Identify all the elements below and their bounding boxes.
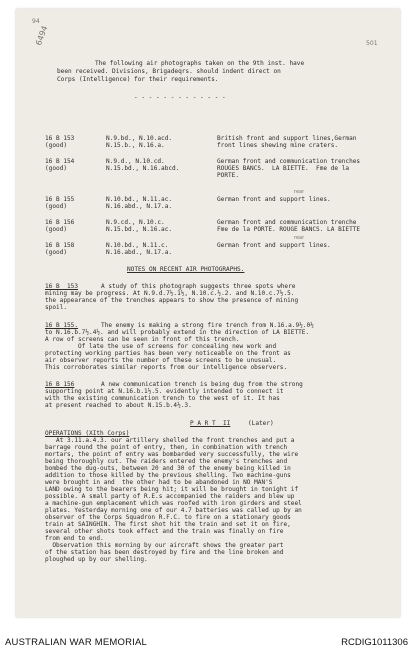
note-line: supporting point at N.16.b.1½.5. evidently intended to connect it xyxy=(45,388,284,395)
operations-line: plates. Yesterday morning one of our 4.7 batteries was called up by an xyxy=(45,507,302,514)
photo-description: German front and support lines. xyxy=(217,196,331,203)
archive-record-id: RCDIG1011306 xyxy=(341,637,408,648)
operations-line: were brought in and the other had to be abandoned in NO MAN'S xyxy=(45,479,273,486)
note-line: mining may be progress. At N.9.d.7½.1½, N.10.c.½.2. and N.10.c.7½.5. xyxy=(45,290,295,297)
photo-quality: (good) xyxy=(45,142,68,149)
operations-line: Observation this morning by our aircraft shows the greater part xyxy=(45,542,284,549)
note-reference: 16 B 155. xyxy=(45,322,79,329)
operations-line: addition to those killed by the previous shelling. Two machine-guns xyxy=(45,472,291,479)
operations-line: being thoroughly cut. The raiders entered the enemy's trenches and xyxy=(45,458,288,465)
operations-line: possible. A small party of R.E.s accompanied the raiders and blew up xyxy=(45,493,295,500)
note-line: spoil. xyxy=(45,304,68,311)
photo-quality: (good) xyxy=(45,165,68,172)
note-line: A study of this photograph suggests three spots where xyxy=(101,283,296,290)
photo-description: British front and support lines,German xyxy=(217,135,357,142)
photo-squares: N.9.cd., N.10.c. xyxy=(106,219,165,226)
photo-description: front lines shewing mine craters. xyxy=(217,142,339,149)
operations-line: mortars, the point of entry was bombarded very successfully, the wire xyxy=(45,451,299,458)
operations-line: ploughed up by our shelling. xyxy=(45,556,148,563)
note-line: air observer reports the number of these screens to be unusual. xyxy=(45,357,277,364)
operations-line: train at SAINGHIN. The first shot hit the train and set it on fire, xyxy=(45,521,291,528)
pencil-page-number: 94 xyxy=(32,18,40,25)
photo-squares: N.10.bd., N.11.c. xyxy=(106,242,169,249)
operations-line: barrage round the point of entry, then, in combination with trench xyxy=(45,444,288,451)
pencil-margin-number: 6494 xyxy=(34,24,50,47)
photo-squares: N.15.bd., N.16.abcd. xyxy=(106,165,180,172)
note-line: the appearance of the trenches appears to show the presence of mining xyxy=(45,297,299,304)
note-reference: 16 B 153 xyxy=(45,283,79,290)
note-line: Of late the use of screens for concealing new work and xyxy=(45,343,277,350)
operations-line: of the station has been destroyed by fire and the line broken and xyxy=(45,549,284,556)
operations-line: LAND owing to the bearers being hit; it will be brought in tonight if xyxy=(45,486,299,493)
operations-line: bombed the dug-outs, between 20 and 30 of the enemy being killed in xyxy=(45,465,291,472)
operations-line: from end to end. xyxy=(45,535,104,542)
photo-quality: (good) xyxy=(45,203,68,210)
photo-number: 16 B 154 xyxy=(45,158,75,165)
note-line: with the existing communication trench to the west of it. It has xyxy=(45,395,280,402)
photo-description: German front and support lines. xyxy=(217,242,331,249)
part-two-heading: P A R T II xyxy=(190,420,231,427)
note-line: at present reached to about N.15.b.4½.3. xyxy=(45,402,192,409)
photo-description: German front and communication trenche xyxy=(217,219,357,226)
archive-footer xyxy=(0,628,415,654)
note-line: The enemy is making a strong fire trench from N.16.a.9½.0½ xyxy=(101,322,314,329)
note-reference: 16 B 156 xyxy=(45,381,75,388)
photo-squares: N.15.b., N.16.a. xyxy=(106,142,165,149)
intro-line: been received. Divisions, Brigadeqrs. should indent direct on xyxy=(57,68,281,75)
pencil-reference-number: 501 xyxy=(366,40,378,47)
archive-name: AUSTRALIAN WAR MEMORIAL xyxy=(5,637,148,648)
document-page xyxy=(16,9,400,617)
note-line: A new communication trench is being dug from the strong xyxy=(101,381,303,388)
part-two-later: (Later) xyxy=(248,420,274,427)
rear-note: rear xyxy=(294,189,305,195)
rear-note: rear xyxy=(294,235,305,241)
note-line: A row of screens can be seen in front of this trench. xyxy=(45,336,240,343)
note-line: This corroborates similar reports from our intelligence observers. xyxy=(45,364,288,371)
photo-number: 16 B 158 xyxy=(45,242,75,249)
photo-squares: N.16.abd., N.17.a. xyxy=(106,203,173,210)
operations-line: several other shots took effect and the train was finally on fire xyxy=(45,528,284,535)
notes-heading: NOTES ON RECENT AIR PHOTOGRAPHS. xyxy=(127,266,245,273)
operations-line: At 3.11.a.4.3. our artillery shelled the front trenches and put a xyxy=(56,437,295,444)
photo-squares: N.15.bd., N.16.ac. xyxy=(106,226,173,233)
photo-quality: (good) xyxy=(45,249,68,256)
operations-line: observer of the Corps Squadron R.F.C. to fire on a stationary goods xyxy=(45,514,291,521)
photo-number: 16 B 156 xyxy=(45,219,75,226)
photo-description: ROUGES BANCS. LA BIETTE. Fme de la xyxy=(217,165,350,172)
photo-squares: N.9.d., N.10.cd. xyxy=(106,158,165,165)
note-line: protecting working parties has been very noticeable on the front as xyxy=(45,350,291,357)
photo-description: Fme de la PORTE. ROUGE BANCS. LA BIETTE xyxy=(217,226,361,233)
photo-description: German front and communication trenches xyxy=(217,158,361,165)
note-line: to N.16.b.7½.4½. and will probably extend in the direction of LA BIETTE. xyxy=(45,329,310,336)
photo-squares: N.10.bd., N.11.ac. xyxy=(106,196,173,203)
photo-squares: N.9.bd., N.10.acd. xyxy=(106,135,173,142)
photo-quality: (good) xyxy=(45,226,68,233)
intro-line: Corps (Intelligence) for their requirements. xyxy=(57,76,219,83)
photo-number: 16 B 153 xyxy=(45,135,75,142)
intro-line: The following air photographs taken on the 9th inst. have xyxy=(95,60,305,67)
operations-line: a machine-gun emplacement which was roofed with iron girders and steel xyxy=(45,500,302,507)
photo-number: 16 B 155 xyxy=(45,196,75,203)
photo-description: PORTE. xyxy=(217,172,240,179)
separator: - - - - - - - - - - - - - xyxy=(134,94,226,101)
photo-squares: N.16.abd., N.17.a. xyxy=(106,249,173,256)
operations-heading: OPERATIONS (XIth Corps) xyxy=(45,430,130,437)
